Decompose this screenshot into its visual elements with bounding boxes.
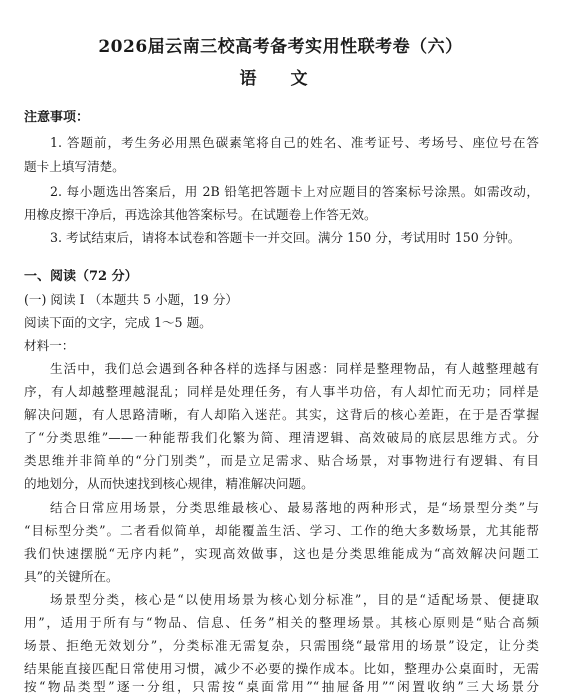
notes-line: 3. 考试结束后，请将本试卷和答题卡一并交回。满分 150 分，考试用时 150 分钟。 — [50, 230, 521, 245]
paragraph-line: 场景、拒绝无效划分”，分类标准无需复杂，只需围绕“最常用的场景”设定，让分类 — [24, 638, 539, 653]
paragraph-line: 具”的关键所在。 — [24, 569, 119, 584]
material-label: 材料一： — [24, 338, 75, 353]
subject-title: 语 文 — [239, 69, 322, 89]
section-subheading: (一) 阅读 I （本题共 5 小题，19 分） — [24, 292, 238, 307]
paragraph-line: 结合日常应用场景，分类思维最核心、最易落地的两种形式，是“场景型分类”与 — [50, 500, 539, 515]
paragraph-line: 结果能直接匹配日常使用习惯，减少不必要的操作成本。比如，整理办公桌面时，无需 — [24, 661, 539, 676]
paragraph-line: 我们快速摆脱“无序内耗”，实现高效做事，这也是分类思维能成为“高效解决问题工 — [24, 546, 539, 561]
paragraph-line: 了“分类思维”——一种能帮我们化繁为简、理清逻辑、高效破局的底层思维方式。分 — [24, 430, 539, 445]
exam-title: 2026届云南三校高考备考实用性联考卷（六） — [98, 37, 463, 57]
paragraph-line: 类思维并非简单的“分门别类”，而是立足需求、贴合场景，对事物进行有逻辑、有目 — [24, 453, 539, 468]
paragraph-line: 用”，适用于所有与“物品、信息、任务”相关的整理场景。其核心原则是“贴合高频 — [24, 615, 539, 630]
notes-heading: 注意事项： — [24, 110, 90, 125]
notes-line: 1. 答题前，考生务必用黑色碳素笔将自己的姓名、准考证号、考场号、座位号在答 — [50, 135, 539, 150]
section-instruction: 阅读下面的文字，完成 1～5 题。 — [24, 315, 212, 330]
paragraph-line: 解决问题，有人思路清晰，有人却陷入迷茫。其实，这背后的核心差距，在于是否掌握 — [24, 407, 539, 422]
paragraph-line: 生活中，我们总会遇到各种各样的选择与困惑：同样是整理物品，有人越整理越有 — [50, 361, 539, 376]
section-heading: 一、阅读（72 分） — [24, 269, 138, 284]
paragraph-line: 序，有人却越整理越混乱；同样是处理任务，有人事半功倍，有人却忙而无功；同样是 — [24, 384, 539, 399]
notes-line: 2. 每小题选出答案后，用 2B 铅笔把答题卡上对应题目的答案标号涂黑。如需改动， — [50, 184, 539, 199]
paragraph-line: “目标型分类”。二者看似简单，却能覆盖生活、学习、工作的绝大多数场景，尤其能帮 — [24, 523, 539, 538]
paragraph-line: 按“物品类型”逐一分组，只需按“桌面常用”“抽屉备用”“闲置收纳”三大场景分 — [24, 679, 539, 694]
paragraph-line: 场景型分类，核心是“以使用场景为核心划分标准”，目的是“适配场景、便捷取 — [50, 592, 539, 607]
paragraph-line: 的地划分，从而快速找到核心规律，精准解决问题。 — [24, 476, 314, 491]
notes-line: 用橡皮擦干净后，再选涂其他答案标号。在试题卷上作答无效。 — [24, 207, 377, 222]
notes-line: 题卡上填写清楚。 — [24, 159, 125, 174]
